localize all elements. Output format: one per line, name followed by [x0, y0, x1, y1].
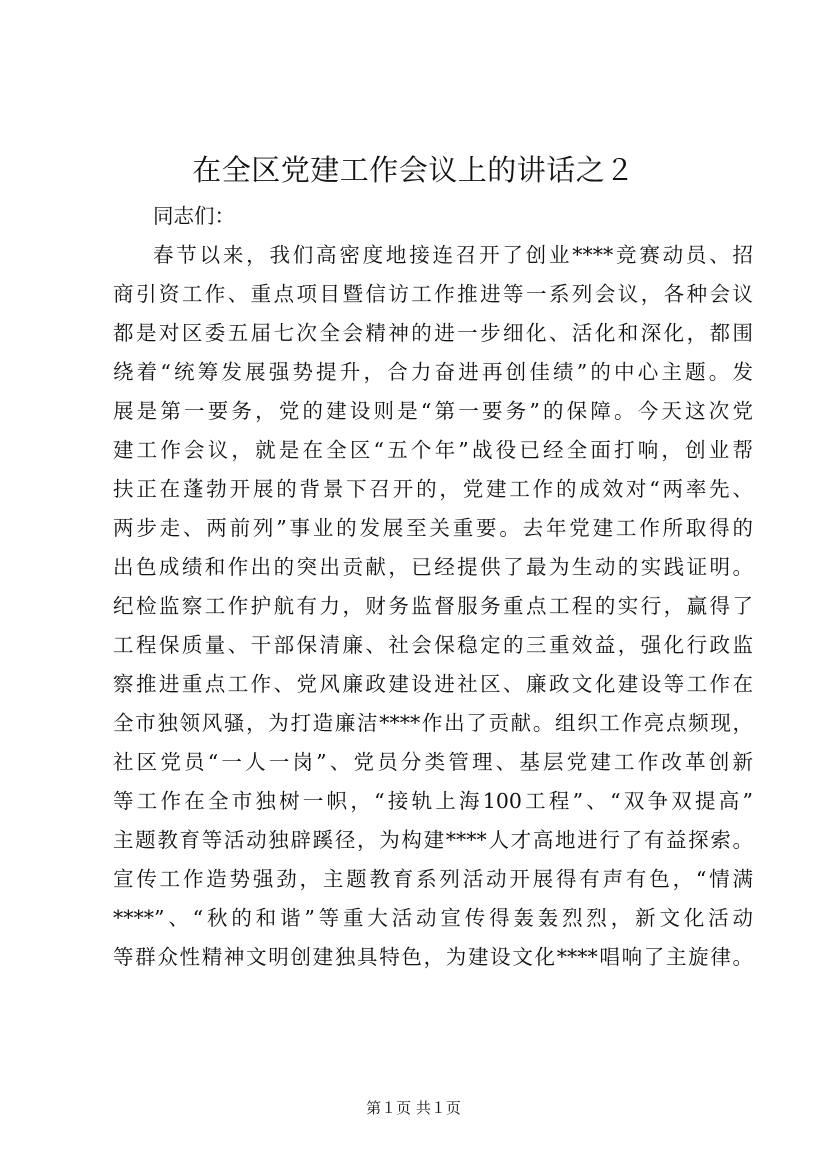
body-line: 春节以来，我们高密度地接连召开了创业****竞赛动员、招: [153, 243, 753, 267]
body-line: ****”、“秋的和谐”等重大活动宣传得轰轰烈烈，新文化活动: [113, 906, 753, 930]
body-line: 工程保质量、干部保清廉、社会保稳定的三重效益，强化行政监: [113, 633, 753, 657]
body-line: 等群众性精神文明创建独具特色，为建设文化****唱响了主旋律。: [113, 945, 753, 969]
body-line: 出色成绩和作出的突出贡献，已经提供了最为生动的实践证明。: [113, 555, 753, 579]
body-line: 察推进重点工作、党风廉政建设进社区、廉政文化建设等工作在: [113, 672, 753, 696]
page-number-footer: 第１页 共１页: [366, 1099, 461, 1117]
body-line: 社区党员“一人一岗”、党员分类管理、基层党建工作改革创新: [113, 750, 753, 774]
body-line: 都是对区委五届七次全会精神的进一步细化、活化和深化，都围: [113, 321, 753, 345]
body-line: 主题教育等活动独辟蹊径，为构建****人才高地进行了有益探索。: [113, 828, 753, 852]
body-line: 全市独领风骚，为打造廉洁****作出了贡献。组织工作亮点频现，: [113, 711, 753, 735]
body-line: 宣传工作造势强劲，主题教育系列活动开展得有声有色，“情满: [113, 867, 753, 891]
body-line: 等工作在全市独树一帜，“接轨上海100工程”、“双争双提高”: [113, 789, 753, 813]
body-line: 绕着“统筹发展强势提升，合力奋进再创佳绩”的中心主题。发: [113, 360, 753, 384]
salutation: 同志们：: [153, 204, 235, 228]
body-line: 商引资工作、重点项目暨信访工作推进等一系列会议，各种会议: [113, 282, 753, 306]
document-title: 在全区党建工作会议上的讲话之２: [192, 153, 635, 187]
body-line: 纪检监察工作护航有力，财务监督服务重点工程的实行，赢得了: [113, 594, 753, 618]
body-line: 两步走、两前列”事业的发展至关重要。去年党建工作所取得的: [113, 516, 753, 540]
body-line: 建工作会议，就是在全区“五个年”战役已经全面打响，创业帮: [113, 438, 753, 462]
body-line: 展是第一要务，党的建设则是“第一要务”的保障。今天这次党: [113, 399, 753, 423]
document-body: [113, 197, 753, 977]
body-line: 扶正在蓬勃开展的背景下召开的，党建工作的成效对“两率先、: [113, 477, 753, 501]
